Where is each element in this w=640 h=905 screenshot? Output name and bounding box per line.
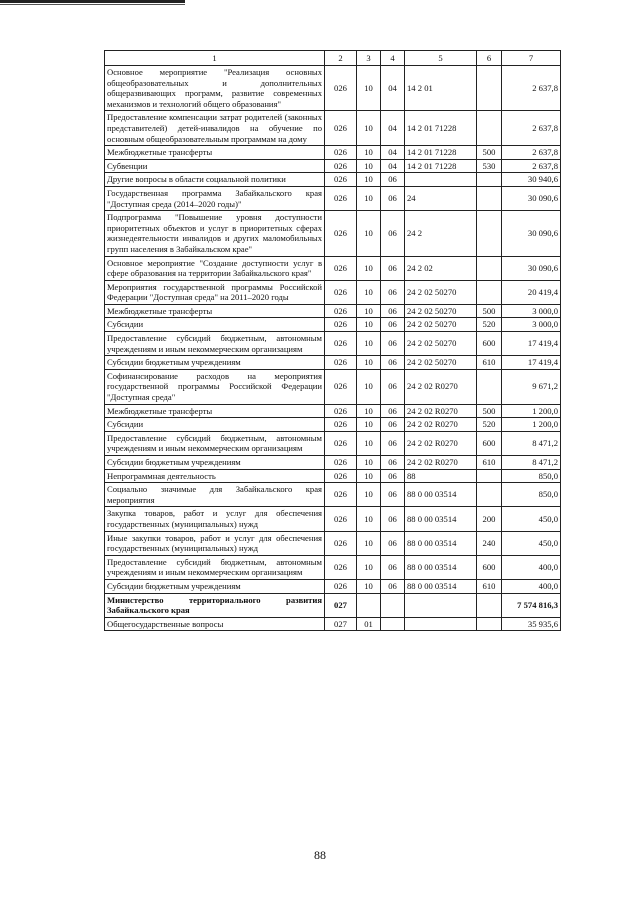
row-admin-code: 026 — [325, 469, 357, 483]
row-expense-type — [477, 617, 502, 631]
row-admin-code: 026 — [325, 404, 357, 418]
row-amount: 1 200,0 — [502, 418, 561, 432]
row-target-article: 88 0 00 03514 — [405, 531, 477, 555]
row-admin-code: 026 — [325, 173, 357, 187]
row-expense-type — [477, 369, 502, 404]
row-expense-type: 600 — [477, 555, 502, 579]
row-expense-type — [477, 469, 502, 483]
row-subsection: 04 — [381, 146, 405, 160]
table-row — [105, 483, 561, 507]
row-target-article: 24 2 02 50270 — [405, 318, 477, 332]
table-row — [105, 318, 561, 332]
row-target-article — [405, 173, 477, 187]
row-expense-type: 500 — [477, 146, 502, 160]
row-expense-type: 600 — [477, 332, 502, 356]
row-amount: 9 671,2 — [502, 369, 561, 404]
row-name: Межбюджетные трансферты — [105, 304, 325, 318]
table-row — [105, 304, 561, 318]
row-name: Государственная программа Забайкальского края "Доступная среда (2014–2020 годы)" — [105, 186, 325, 210]
row-subsection: 06 — [381, 456, 405, 470]
row-name: Софинансирование расходов на мероприятия государственной программы Российской Федерации "Доступная среда" — [105, 369, 325, 404]
row-amount: 30 090,6 — [502, 256, 561, 280]
header-cell: 3 — [357, 51, 381, 66]
row-target-article: 14 2 01 71228 — [405, 146, 477, 160]
header-cell: 7 — [502, 51, 561, 66]
row-section: 10 — [357, 456, 381, 470]
table-row — [105, 369, 561, 404]
row-amount: 30 090,6 — [502, 186, 561, 210]
table-row — [105, 507, 561, 531]
table-row — [105, 404, 561, 418]
row-name: Основное мероприятие "Создание доступности услуг в сфере образования на территории Забайкальского края" — [105, 256, 325, 280]
row-target-article: 14 2 01 — [405, 66, 477, 111]
row-subsection: 06 — [381, 304, 405, 318]
row-expense-type: 520 — [477, 318, 502, 332]
row-expense-type — [477, 280, 502, 304]
table-row — [105, 431, 561, 455]
top-rule-thin — [0, 4, 185, 5]
row-subsection: 06 — [381, 579, 405, 593]
row-amount: 400,0 — [502, 555, 561, 579]
row-target-article: 88 0 00 03514 — [405, 555, 477, 579]
row-target-article: 24 2 02 50270 — [405, 332, 477, 356]
row-section: 10 — [357, 146, 381, 160]
row-section: 10 — [357, 404, 381, 418]
row-name: Другие вопросы в области социальной политики — [105, 173, 325, 187]
table-row — [105, 146, 561, 160]
row-expense-type — [477, 593, 502, 617]
row-amount: 30 090,6 — [502, 211, 561, 256]
row-name: Социально значимые для Забайкальского края мероприятия — [105, 483, 325, 507]
row-name: Межбюджетные трансферты — [105, 404, 325, 418]
row-name: Предоставление компенсации затрат родителей (законных представителей) детей-инвалидов на обучение по основным общеобразовательным программам на дому — [105, 111, 325, 146]
row-amount: 8 471,2 — [502, 431, 561, 455]
table-row — [105, 456, 561, 470]
row-amount: 30 940,6 — [502, 173, 561, 187]
row-name: Субсидии — [105, 318, 325, 332]
row-admin-code: 027 — [325, 617, 357, 631]
row-target-article: 24 2 02 R0270 — [405, 418, 477, 432]
row-name: Предоставление субсидий бюджетным, автономным учреждениям и иным некоммерческим организациям — [105, 332, 325, 356]
row-admin-code: 026 — [325, 304, 357, 318]
row-subsection: 06 — [381, 186, 405, 210]
row-amount: 850,0 — [502, 469, 561, 483]
row-admin-code: 026 — [325, 456, 357, 470]
row-name: Закупка товаров, работ и услуг для обеспечения государственных (муниципальных) нужд — [105, 507, 325, 531]
row-name: Субсидии — [105, 418, 325, 432]
row-expense-type: 530 — [477, 159, 502, 173]
row-target-article: 24 2 02 50270 — [405, 280, 477, 304]
row-subsection: 06 — [381, 555, 405, 579]
row-name: Предоставление субсидий бюджетным, автономным учреждениям и иным некоммерческим организациям — [105, 431, 325, 455]
row-subsection: 04 — [381, 159, 405, 173]
row-subsection: 06 — [381, 173, 405, 187]
row-amount: 20 419,4 — [502, 280, 561, 304]
row-amount: 1 200,0 — [502, 404, 561, 418]
row-subsection: 04 — [381, 66, 405, 111]
table-row — [105, 211, 561, 256]
row-admin-code: 026 — [325, 256, 357, 280]
row-target-article: 24 2 02 R0270 — [405, 456, 477, 470]
row-expense-type — [477, 173, 502, 187]
row-admin-code: 026 — [325, 356, 357, 370]
row-expense-type — [477, 111, 502, 146]
row-expense-type: 500 — [477, 304, 502, 318]
budget-table — [104, 50, 561, 631]
row-name: Подпрограмма "Повышение уровня доступности приоритетных объектов и услуг в приоритетных сферах жизнедеятельности инвалидов и других маломобильных групп населения в Забайкальском крае" — [105, 211, 325, 256]
row-name: Мероприятия государственной программы Российской Федерации "Доступная среда" на 2011–2020 годы — [105, 280, 325, 304]
table-row — [105, 159, 561, 173]
row-section: 10 — [357, 211, 381, 256]
row-target-article: 88 0 00 03514 — [405, 579, 477, 593]
table-row — [105, 256, 561, 280]
row-expense-type: 200 — [477, 507, 502, 531]
table-row — [105, 186, 561, 210]
table-row — [105, 469, 561, 483]
row-expense-type: 610 — [477, 579, 502, 593]
row-name: Субсидии бюджетным учреждениям — [105, 579, 325, 593]
row-expense-type: 500 — [477, 404, 502, 418]
row-expense-type: 240 — [477, 531, 502, 555]
row-section: 10 — [357, 332, 381, 356]
row-section: 10 — [357, 159, 381, 173]
table-row — [105, 280, 561, 304]
table-row — [105, 418, 561, 432]
row-admin-code: 026 — [325, 507, 357, 531]
row-name: Субвенции — [105, 159, 325, 173]
row-subsection: 06 — [381, 356, 405, 370]
row-target-article: 88 0 00 03514 — [405, 507, 477, 531]
row-admin-code: 026 — [325, 318, 357, 332]
row-amount: 400,0 — [502, 579, 561, 593]
table-row — [105, 593, 561, 617]
header-cell: 2 — [325, 51, 357, 66]
row-expense-type — [477, 186, 502, 210]
header-cell: 1 — [105, 51, 325, 66]
row-admin-code: 026 — [325, 531, 357, 555]
row-target-article: 24 2 — [405, 211, 477, 256]
header-row — [105, 51, 561, 66]
row-target-article: 24 2 02 R0270 — [405, 369, 477, 404]
row-section: 10 — [357, 304, 381, 318]
page-number: 88 — [314, 848, 326, 862]
row-subsection: 06 — [381, 507, 405, 531]
row-admin-code: 026 — [325, 280, 357, 304]
row-section: 10 — [357, 356, 381, 370]
row-section: 10 — [357, 555, 381, 579]
row-admin-code: 026 — [325, 211, 357, 256]
row-subsection: 06 — [381, 211, 405, 256]
table-row — [105, 617, 561, 631]
row-target-article: 24 2 02 R0270 — [405, 404, 477, 418]
row-subsection: 06 — [381, 431, 405, 455]
row-subsection: 06 — [381, 483, 405, 507]
table-row — [105, 356, 561, 370]
row-subsection: 06 — [381, 318, 405, 332]
row-admin-code: 026 — [325, 369, 357, 404]
header-cell: 4 — [381, 51, 405, 66]
table-row — [105, 531, 561, 555]
row-admin-code: 027 — [325, 593, 357, 617]
row-section: 10 — [357, 579, 381, 593]
row-target-article — [405, 617, 477, 631]
row-section — [357, 593, 381, 617]
row-expense-type — [477, 211, 502, 256]
row-name: Межбюджетные трансферты — [105, 146, 325, 160]
row-amount: 3 000,0 — [502, 304, 561, 318]
row-admin-code: 026 — [325, 159, 357, 173]
row-expense-type: 520 — [477, 418, 502, 432]
row-amount: 7 574 816,3 — [502, 593, 561, 617]
row-target-article: 14 2 01 71228 — [405, 111, 477, 146]
row-section: 10 — [357, 318, 381, 332]
row-subsection — [381, 593, 405, 617]
row-name: Министерство территориального развития Забайкальского края — [105, 593, 325, 617]
table-row — [105, 111, 561, 146]
row-amount: 2 637,8 — [502, 111, 561, 146]
row-admin-code: 026 — [325, 186, 357, 210]
row-admin-code: 026 — [325, 111, 357, 146]
row-amount: 2 637,8 — [502, 146, 561, 160]
row-subsection: 06 — [381, 369, 405, 404]
row-target-article: 24 2 02 R0270 — [405, 431, 477, 455]
row-name: Субсидии бюджетным учреждениям — [105, 456, 325, 470]
row-amount: 17 419,4 — [502, 332, 561, 356]
row-subsection: 06 — [381, 280, 405, 304]
row-amount: 450,0 — [502, 531, 561, 555]
row-target-article: 24 — [405, 186, 477, 210]
table-row — [105, 579, 561, 593]
row-section: 10 — [357, 186, 381, 210]
row-name: Основное мероприятие "Реализация основных общеобразовательных и дополнительных общеразвивающих программ, развитие современных механизмов и технологий общего образования" — [105, 66, 325, 111]
row-section: 10 — [357, 280, 381, 304]
row-subsection: 06 — [381, 418, 405, 432]
row-amount: 3 000,0 — [502, 318, 561, 332]
row-target-article: 24 2 02 — [405, 256, 477, 280]
row-name: Непрограммная деятельность — [105, 469, 325, 483]
row-name: Субсидии бюджетным учреждениям — [105, 356, 325, 370]
row-section: 10 — [357, 369, 381, 404]
row-name: Предоставление субсидий бюджетным, автономным учреждениям и иным некоммерческим организациям — [105, 555, 325, 579]
row-section: 10 — [357, 256, 381, 280]
header-cell: 5 — [405, 51, 477, 66]
row-amount: 8 471,2 — [502, 456, 561, 470]
row-section: 10 — [357, 111, 381, 146]
row-target-article: 24 2 02 50270 — [405, 356, 477, 370]
row-section: 10 — [357, 483, 381, 507]
row-target-article: 88 — [405, 469, 477, 483]
row-expense-type — [477, 66, 502, 111]
row-expense-type — [477, 256, 502, 280]
row-amount: 17 419,4 — [502, 356, 561, 370]
row-section: 10 — [357, 469, 381, 483]
row-subsection: 06 — [381, 469, 405, 483]
row-amount: 2 637,8 — [502, 159, 561, 173]
row-target-article — [405, 593, 477, 617]
table-row — [105, 332, 561, 356]
row-target-article: 14 2 01 71228 — [405, 159, 477, 173]
row-section: 10 — [357, 531, 381, 555]
row-admin-code: 026 — [325, 146, 357, 160]
header-cell: 6 — [477, 51, 502, 66]
row-name: Общегосударственные вопросы — [105, 617, 325, 631]
row-expense-type: 600 — [477, 431, 502, 455]
row-admin-code: 026 — [325, 332, 357, 356]
row-target-article: 24 2 02 50270 — [405, 304, 477, 318]
row-target-article: 88 0 00 03514 — [405, 483, 477, 507]
row-admin-code: 026 — [325, 431, 357, 455]
row-admin-code: 026 — [325, 483, 357, 507]
row-section: 01 — [357, 617, 381, 631]
row-expense-type — [477, 483, 502, 507]
row-name: Иные закупки товаров, работ и услуг для обеспечения государственных (муниципальных) нужд — [105, 531, 325, 555]
table-row — [105, 555, 561, 579]
row-amount: 450,0 — [502, 507, 561, 531]
row-admin-code: 026 — [325, 579, 357, 593]
row-admin-code: 026 — [325, 555, 357, 579]
row-section: 10 — [357, 431, 381, 455]
row-section: 10 — [357, 418, 381, 432]
row-subsection — [381, 617, 405, 631]
row-subsection: 04 — [381, 111, 405, 146]
table-row — [105, 66, 561, 111]
row-amount: 850,0 — [502, 483, 561, 507]
row-subsection: 06 — [381, 531, 405, 555]
row-amount: 35 935,6 — [502, 617, 561, 631]
row-subsection: 06 — [381, 404, 405, 418]
row-amount: 2 637,8 — [502, 66, 561, 111]
row-subsection: 06 — [381, 256, 405, 280]
row-admin-code: 026 — [325, 66, 357, 111]
row-section: 10 — [357, 66, 381, 111]
row-admin-code: 026 — [325, 418, 357, 432]
row-section: 10 — [357, 173, 381, 187]
row-section: 10 — [357, 507, 381, 531]
row-expense-type: 610 — [477, 356, 502, 370]
row-subsection: 06 — [381, 332, 405, 356]
table-row — [105, 173, 561, 187]
top-rule — [0, 0, 185, 3]
row-expense-type: 610 — [477, 456, 502, 470]
